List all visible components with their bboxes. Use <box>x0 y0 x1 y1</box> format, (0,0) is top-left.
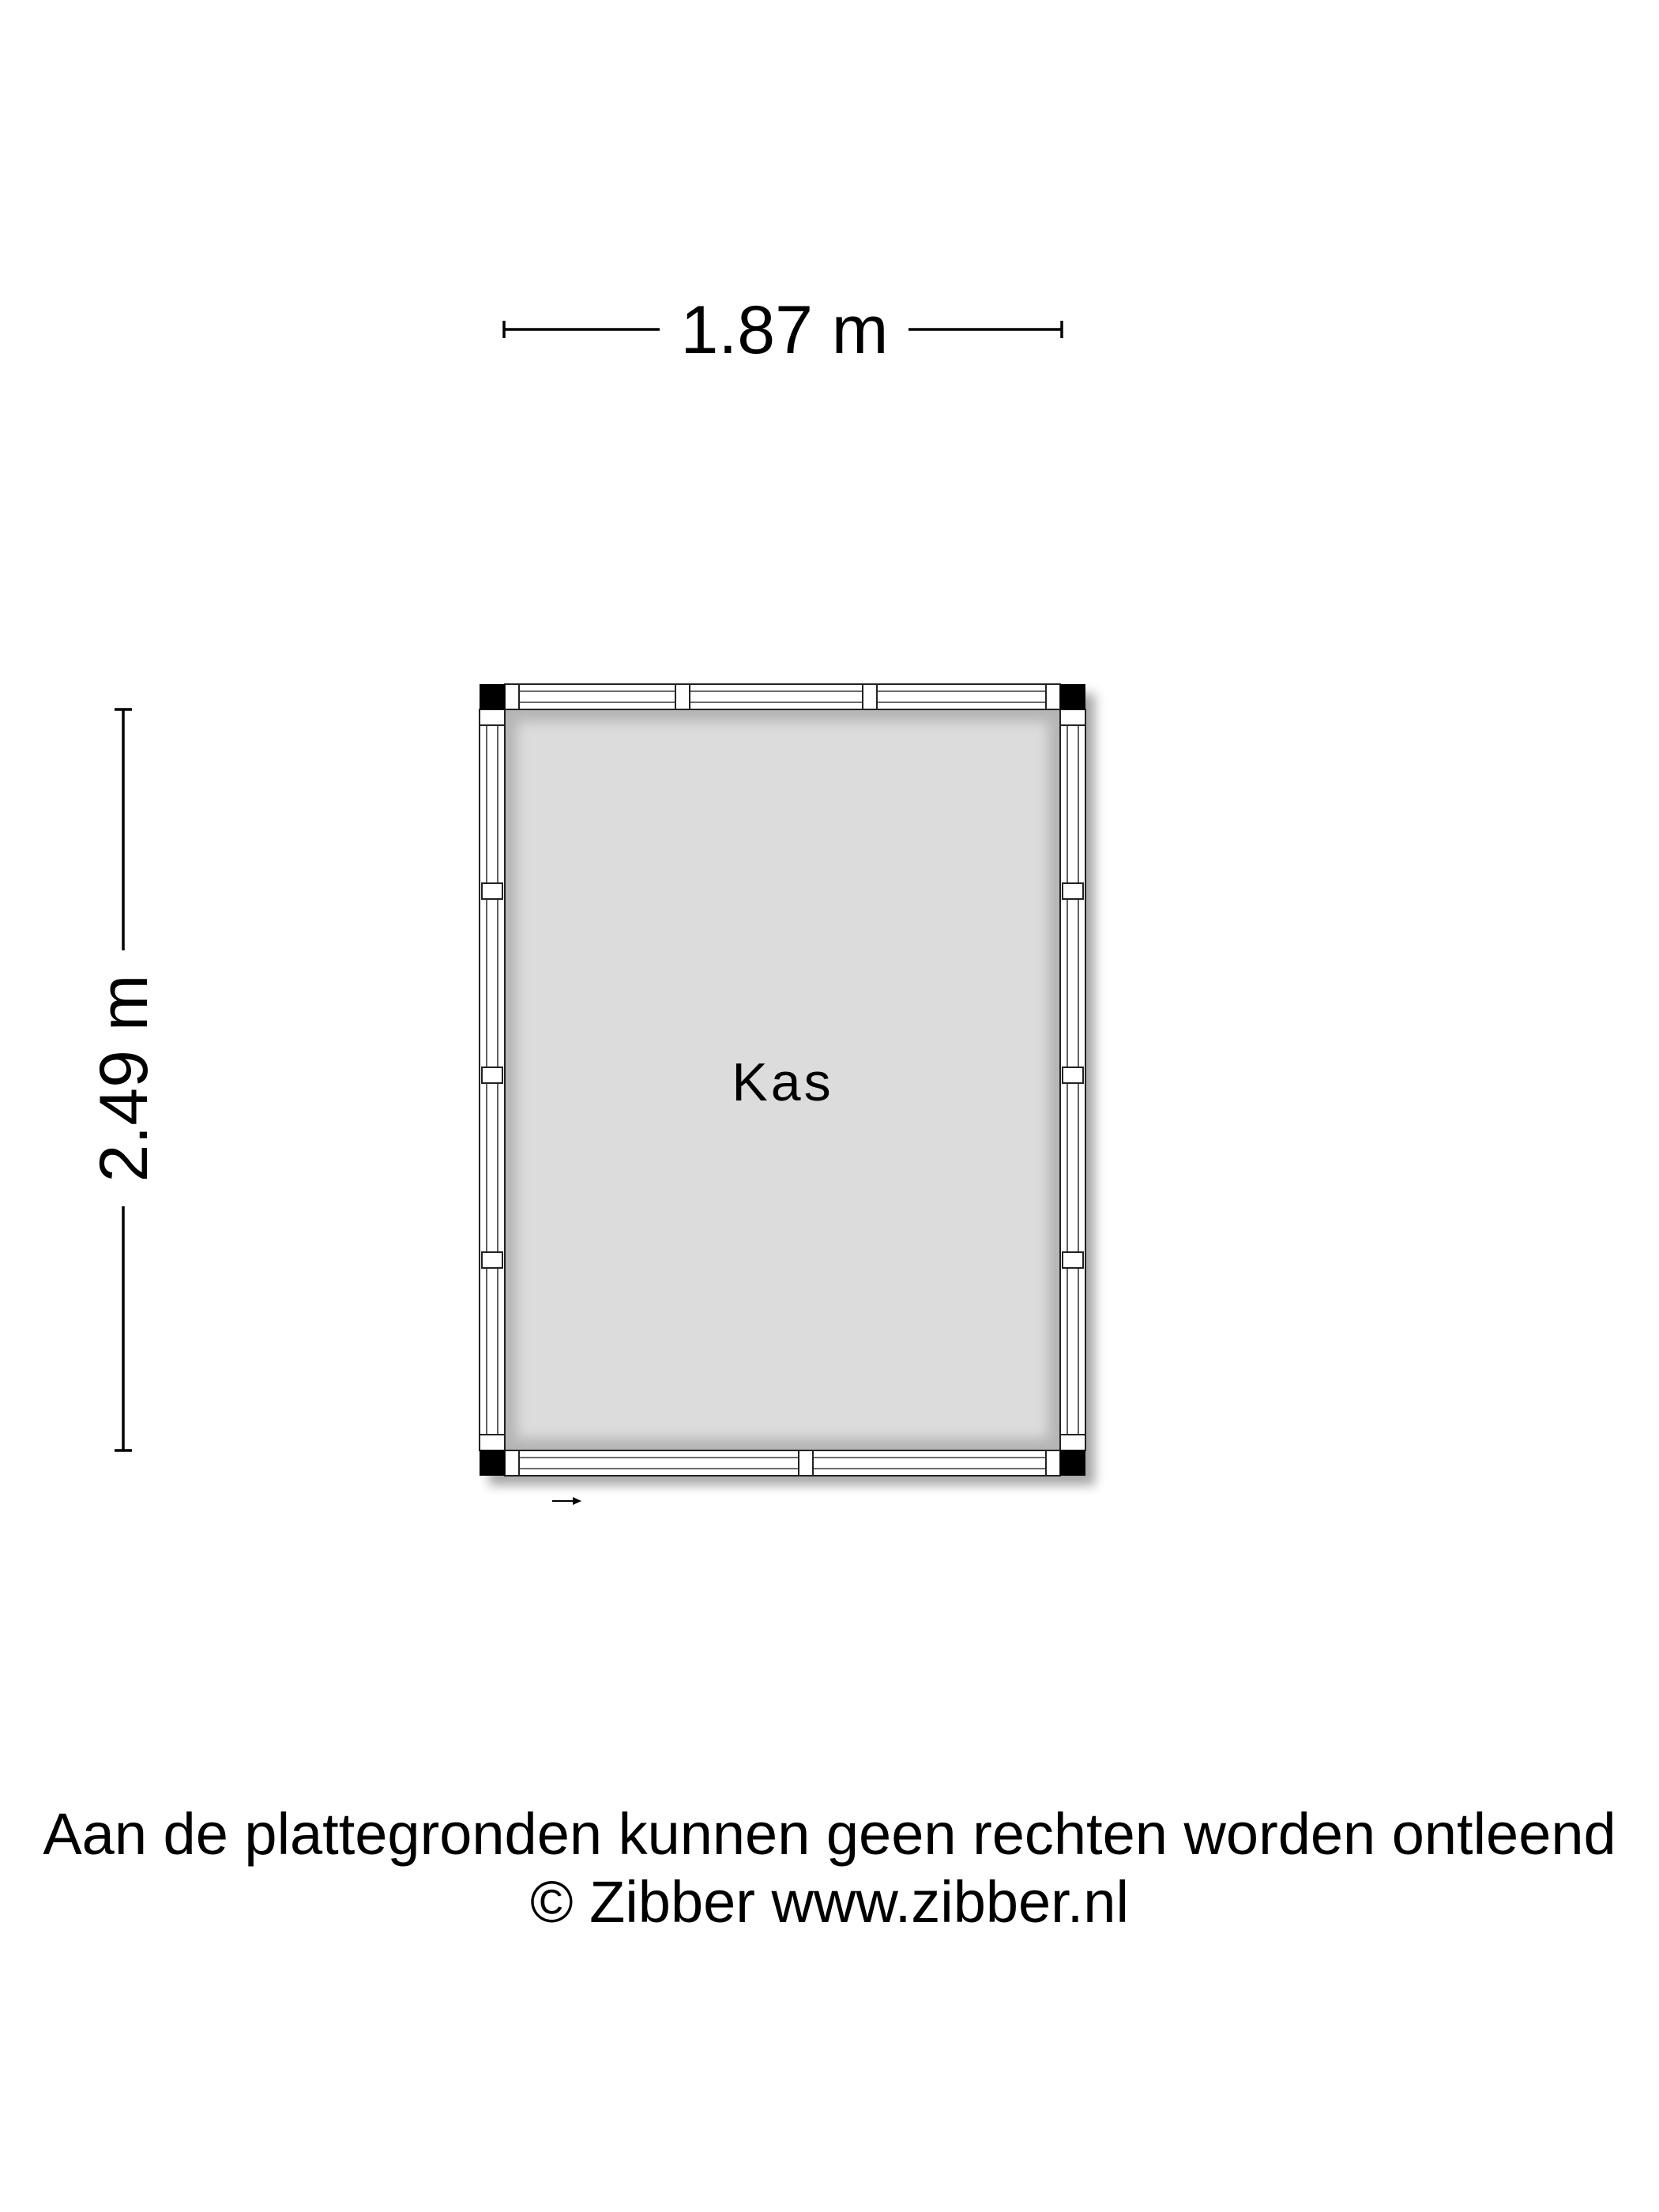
window-post <box>480 1435 505 1450</box>
window-post <box>1060 1435 1085 1450</box>
window-post <box>480 709 505 725</box>
window-post <box>482 1252 502 1268</box>
window-post <box>1046 1450 1060 1476</box>
wall-bottom <box>505 1450 1060 1476</box>
corner-column <box>480 684 505 709</box>
window-post <box>482 1067 502 1083</box>
room-kas <box>480 684 1085 1476</box>
copyright-text: © Zibber www.zibber.nl <box>530 1869 1129 1935</box>
wall-right <box>1060 709 1085 1450</box>
window-post <box>1063 1252 1083 1268</box>
window-post <box>1063 883 1083 899</box>
room-label: Kas <box>732 1052 834 1112</box>
window-post <box>863 684 877 709</box>
window-post <box>505 684 519 709</box>
disclaimer-text: Aan de plattegronden kunnen geen rechten worden ontleend <box>43 1801 1616 1867</box>
width-dimension <box>504 292 1062 368</box>
window-post <box>505 1450 519 1476</box>
height-dimension-label: 2.49 m <box>86 974 162 1183</box>
window-post <box>1060 709 1085 725</box>
window-post <box>675 684 690 709</box>
window-post <box>1063 1067 1083 1083</box>
width-dimension-label: 1.87 m <box>680 292 889 368</box>
window-post <box>1046 684 1060 709</box>
entry-arrow-icon <box>552 1497 581 1505</box>
height-dimension <box>86 709 162 1450</box>
window-post <box>482 883 502 899</box>
wall-left <box>480 709 505 1450</box>
window-post <box>799 1450 813 1476</box>
corner-column <box>480 1450 505 1476</box>
corner-column <box>1060 1450 1085 1476</box>
wall-top <box>505 684 1060 709</box>
corner-column <box>1060 684 1085 709</box>
